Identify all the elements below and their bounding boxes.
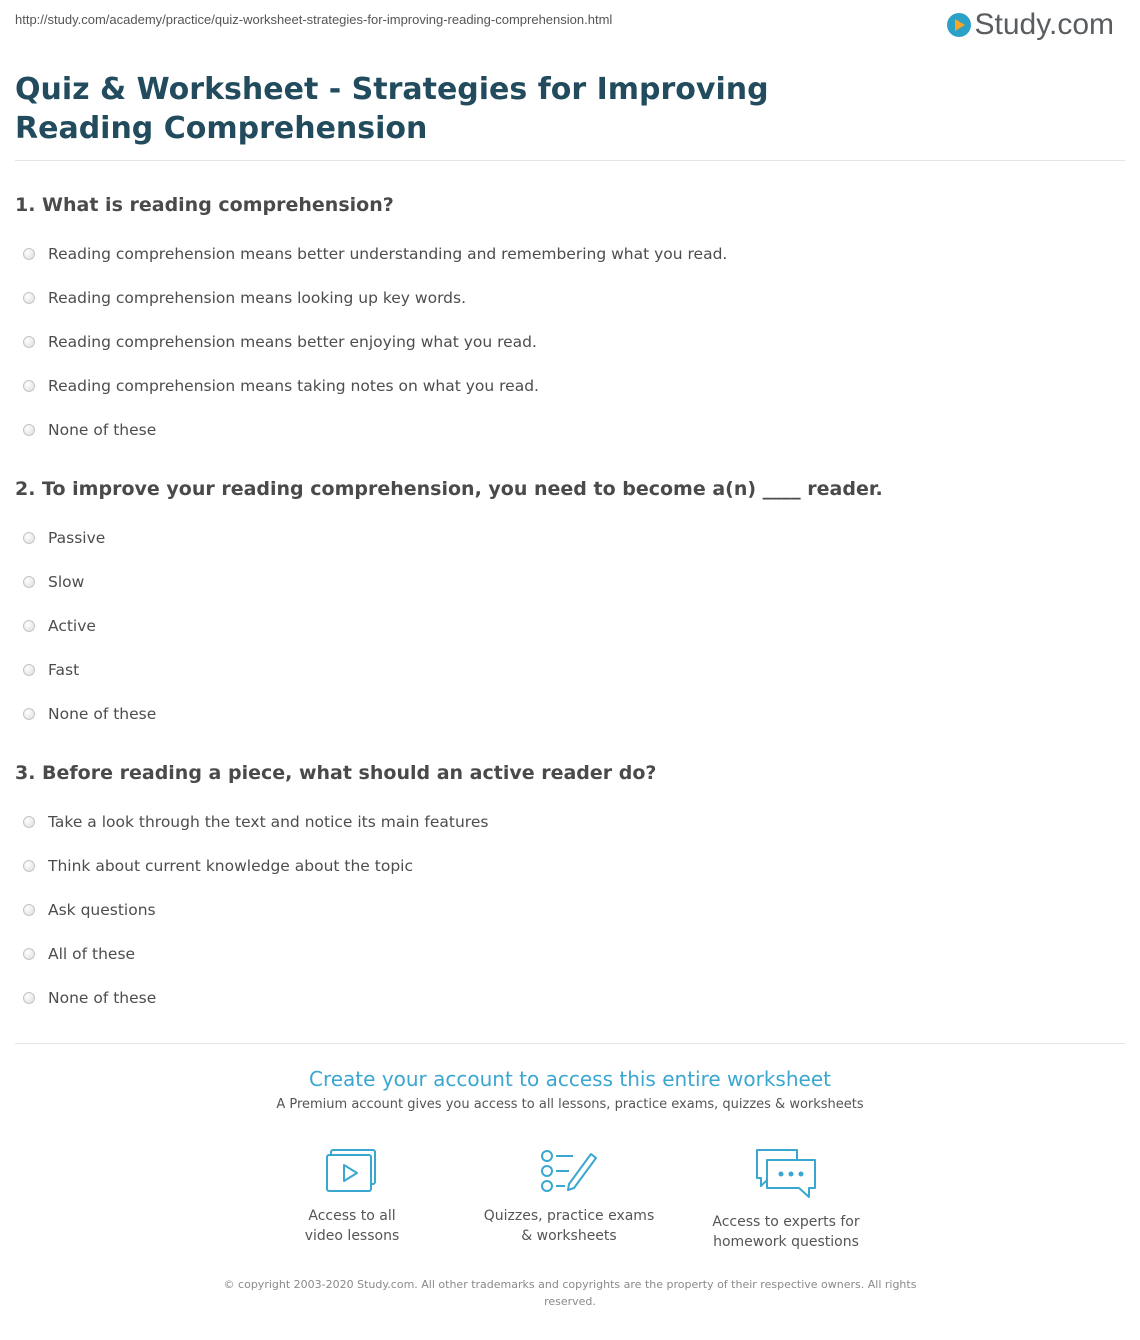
answer-option[interactable]: [23, 279, 727, 323]
feature-video-lessons: [252, 1148, 452, 1246]
feature-text: Quizzes, practice exams & worksheets: [483, 1208, 655, 1244]
answer-label[interactable]: Take a look through the text and notice its main features: [48, 813, 489, 831]
answer-option[interactable]: [23, 651, 883, 695]
radio-button[interactable]: [23, 948, 35, 960]
feature-text: Access to experts for homework questions: [712, 1214, 860, 1250]
cta-subtitle: A Premium account gives you access to all lessons, practice exams, quizzes & worksheets: [276, 1097, 864, 1112]
answer-option[interactable]: [23, 323, 727, 367]
answer-option[interactable]: [23, 695, 883, 739]
radio-button[interactable]: [23, 904, 35, 916]
answer-option[interactable]: [23, 847, 656, 891]
create-account-link[interactable]: Create your account to access this entire worksheet: [309, 1067, 831, 1091]
question-text: 2. To improve your reading comprehension, you need to become a(n) ____ reader.: [15, 478, 883, 500]
radio-button[interactable]: [23, 532, 35, 544]
answer-option[interactable]: [23, 935, 656, 979]
feature-quizzes: [469, 1148, 669, 1246]
page-title: Quiz & Worksheet - Strategies for Improving Reading Comprehension: [15, 72, 769, 146]
question-1: [15, 194, 727, 455]
divider: [15, 1043, 1125, 1044]
answer-option[interactable]: [23, 411, 727, 455]
radio-button[interactable]: [23, 576, 35, 588]
answer-label[interactable]: Think about current knowledge about the topic: [48, 857, 413, 875]
answer-label[interactable]: None of these: [48, 421, 157, 439]
answer-option[interactable]: [23, 891, 656, 935]
answer-label[interactable]: Ask questions: [48, 901, 156, 919]
answer-label[interactable]: Fast: [48, 661, 80, 679]
experts-chat-icon: [753, 1148, 819, 1200]
answer-label[interactable]: Reading comprehension means better enjoying what you read.: [48, 333, 537, 351]
radio-button[interactable]: [23, 992, 35, 1004]
answer-option[interactable]: [23, 367, 727, 411]
answer-label[interactable]: Passive: [48, 529, 106, 547]
radio-button[interactable]: [23, 860, 35, 872]
radio-button[interactable]: [23, 292, 35, 304]
play-logo-icon: [947, 13, 971, 37]
answer-label[interactable]: None of these: [48, 989, 157, 1007]
answer-option[interactable]: [23, 235, 727, 279]
study-logo[interactable]: [947, 8, 1115, 42]
answer-label[interactable]: None of these: [48, 705, 157, 723]
question-text: 1. What is reading comprehension?: [15, 194, 394, 216]
answer-label[interactable]: All of these: [48, 945, 136, 963]
radio-button[interactable]: [23, 620, 35, 632]
question-3: [15, 762, 656, 1023]
answer-option[interactable]: [23, 563, 883, 607]
answer-label[interactable]: Reading comprehension means taking notes on what you read.: [48, 377, 539, 395]
radio-button[interactable]: [23, 248, 35, 260]
page-url: http://study.com/academy/practice/quiz-worksheet-strategies-for-improving-reading-comprehension.html: [15, 12, 613, 27]
logo-text: Study.com: [974, 8, 1114, 41]
answer-label[interactable]: Slow: [48, 573, 85, 591]
answer-option[interactable]: [23, 979, 656, 1023]
feature-text: Access to all video lessons: [304, 1208, 400, 1244]
answer-label[interactable]: Reading comprehension means looking up key words.: [48, 289, 467, 307]
answer-label[interactable]: Reading comprehension means better understanding and remembering what you read.: [48, 245, 728, 263]
question-2: [15, 478, 883, 739]
divider: [15, 160, 1125, 161]
copyright-footer: © copyright 2003-2020 Study.com. All other trademarks and copyrights are the property of their respective owners. All rights reserved.: [223, 1278, 917, 1308]
question-text: 3. Before reading a piece, what should an active reader do?: [15, 762, 657, 784]
radio-button[interactable]: [23, 424, 35, 436]
feature-experts: [686, 1148, 886, 1252]
answer-option[interactable]: [23, 519, 883, 563]
radio-button[interactable]: [23, 816, 35, 828]
answer-label[interactable]: Active: [48, 617, 96, 635]
video-lessons-icon: [325, 1148, 379, 1194]
radio-button[interactable]: [23, 664, 35, 676]
radio-button[interactable]: [23, 336, 35, 348]
answer-option[interactable]: [23, 803, 656, 847]
quizzes-icon: [539, 1148, 599, 1194]
radio-button[interactable]: [23, 380, 35, 392]
radio-button[interactable]: [23, 708, 35, 720]
answer-option[interactable]: [23, 607, 883, 651]
